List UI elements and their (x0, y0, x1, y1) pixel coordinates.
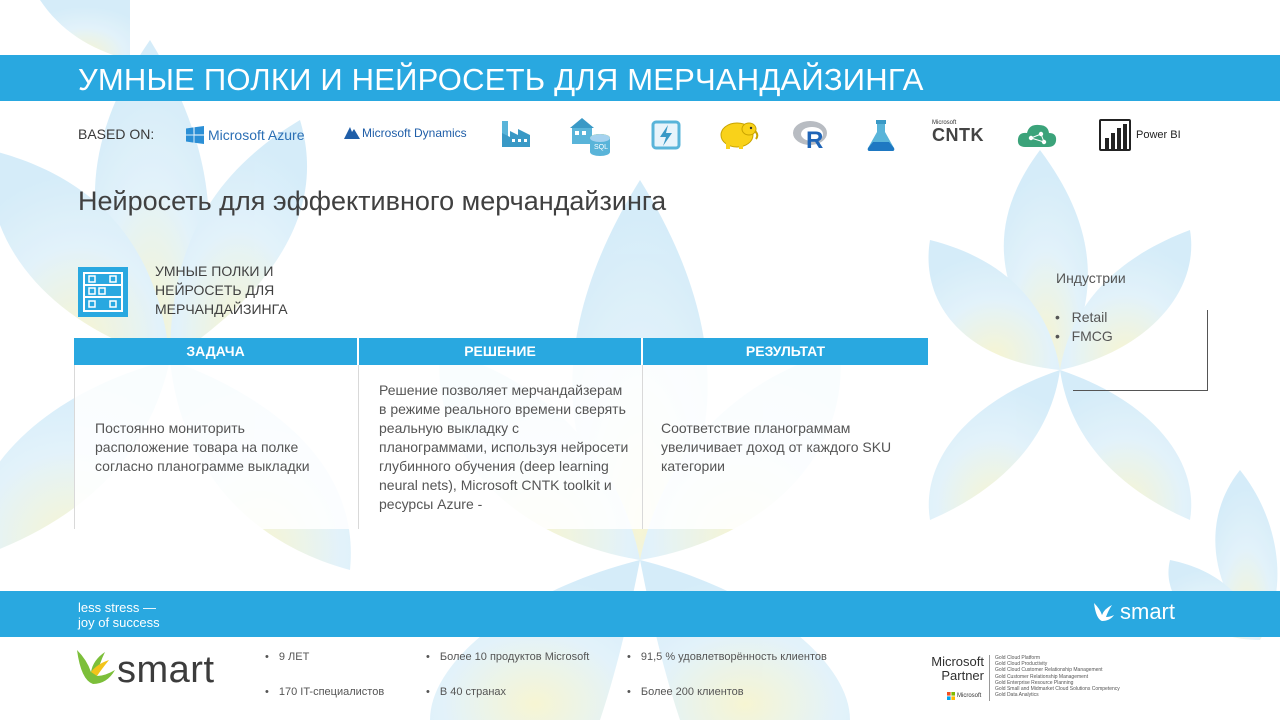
partner-title: Microsoft Partner (931, 654, 984, 683)
industries-title: Индустрии (1056, 270, 1126, 286)
table-header-row (74, 338, 928, 365)
industries-list (1055, 308, 1113, 346)
microsoft-partner-badge (929, 655, 1129, 705)
smart-logo-white: smart (1092, 599, 1175, 625)
shelf-icon (78, 267, 128, 317)
bird-icon (1092, 601, 1116, 623)
cntk-logo: Microsoft CNTK (932, 120, 984, 145)
footer-bar (0, 591, 1280, 637)
table-header-task: ЗАДАЧА (74, 338, 359, 365)
partner-separator (989, 655, 990, 701)
stream-analytics-icon (650, 119, 682, 151)
based-on-label: BASED ON: (78, 126, 155, 142)
page-title: УМНЫЕ ПОЛКИ И НЕЙРОСЕТЬ ДЛЯ МЕРЧАНДАЙЗИНГА (78, 62, 924, 97)
machine-learning-icon (866, 118, 896, 152)
fact-years: • 9 ЛЕТ (265, 651, 309, 663)
table-header-result: РЕЗУЛЬТАТ (745, 343, 826, 359)
fact-satisfaction: • 91,5 % удовлетворённость клиентов (627, 651, 827, 663)
microsoft-dynamics-logo: Microsoft Dynamics (344, 126, 467, 140)
hadoop-icon (717, 119, 759, 151)
dynamics-icon (344, 127, 360, 139)
microsoft-azure-logo: Microsoft Azure (186, 126, 304, 144)
windows-icon (186, 126, 204, 144)
power-bi-icon (1098, 118, 1132, 152)
svg-text:SQL: SQL (594, 144, 609, 151)
sql-database-icon (568, 116, 612, 156)
solution-table (74, 338, 928, 529)
table-cell-solution: Решение позволяет мерчандайзерам в режиме реального времени сверять реальную выкладку с планограммами, используя нейросети глубинного обучения (deep learning neural nets), Microsoft CNTK toolkit и ресурсы Azure - (359, 365, 643, 529)
table-row (74, 365, 928, 529)
smart-logo: smart (75, 646, 215, 694)
svg-text:R: R (806, 127, 824, 152)
title-bar (0, 55, 1280, 101)
power-bi-logo: Power BI (1098, 118, 1181, 152)
fact-products: • Более 10 продуктов Microsoft (426, 651, 589, 663)
fact-countries: • В 40 странах (426, 686, 506, 698)
list-item: • FMCG (1055, 328, 1113, 344)
fact-clients: • Более 200 клиентов (627, 686, 744, 698)
cognitive-services-icon (1015, 121, 1059, 151)
table-cell-task: Постоянно мониторить расположение товара на полке согласно планограмме выкладки (74, 365, 359, 529)
bird-logo-icon (75, 646, 123, 694)
microsoft-icon (947, 692, 955, 700)
slogan: less stress — joy of success (78, 600, 160, 630)
table-cell-result: Соответствие планограммам увеличивает доход от каждого SKU категории (661, 419, 892, 474)
table-header-solution: РЕШЕНИЕ (359, 338, 643, 365)
r-icon (792, 118, 830, 152)
list-item: • Retail (1055, 309, 1108, 325)
section-title: Нейросеть для эффективного мерчандайзинга (78, 186, 667, 216)
fact-specialists: • 170 IT-специалистов (265, 686, 384, 698)
data-factory-icon (500, 117, 532, 149)
product-name: УМНЫЕ ПОЛКИ И НЕЙРОСЕТЬ ДЛЯ МЕРЧАНДАЙЗИНГА (155, 263, 288, 317)
partner-competencies: Gold Cloud Platform Gold Cloud Productivity Gold Cloud Customer Relationship Management Gold Customer Relationship Management Gold Enterprise Resource Planning Gold Small and Midmarket Cloud Solutions Competency Gold Data Analytics (995, 655, 1120, 699)
microsoft-small-logo: Microsoft (947, 692, 981, 700)
industries-panel (1055, 270, 1215, 395)
